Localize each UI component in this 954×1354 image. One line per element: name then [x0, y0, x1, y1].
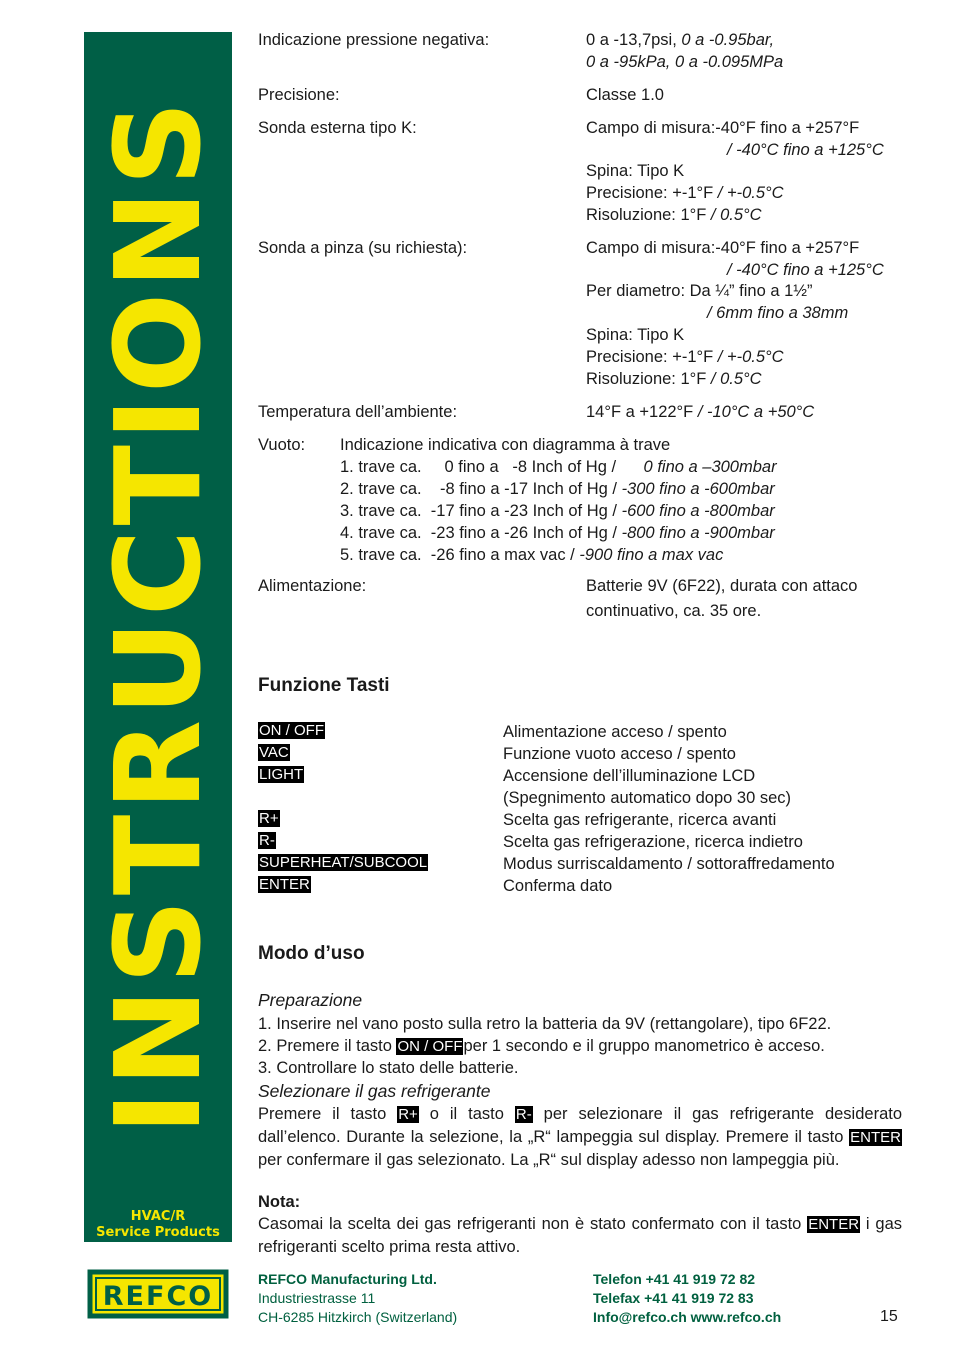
key-description: Funzione vuoto acceso / spento: [503, 745, 736, 763]
clamp-range: Campo di misura:-40°F fino a +257°F: [586, 239, 860, 257]
select-gas-paragraph: Premere il tasto R+ o il tasto R- per selezionare il gas refrigerante desiderato dall’elenco. Durante la selezione, la „R“ lampeggia sul display. Premere il tasto ENTER per confermare il gas selezionato. La „R“ sul display adesso non lampeggia più.: [258, 1105, 903, 1169]
note-label: Nota:: [258, 1193, 301, 1211]
probe-k-precision: Precisione: +-1°F / +-0.5°C: [586, 184, 784, 202]
key-description: Scelta gas refrigerante, ricerca avanti: [503, 811, 777, 829]
logo-text: REFCO: [102, 1281, 214, 1312]
clamp-diameter: Per diametro: Da ¼” fino a 1½”: [586, 282, 813, 300]
footer-contact: [593, 1270, 781, 1327]
power-label: Alimentazione:: [258, 577, 367, 595]
neg-pressure-label: Indicazione pressione negativa:: [258, 31, 490, 49]
prep-step-2: 2. Premere il tasto ON / OFFper 1 secondo e il gruppo manometrico è acceso.: [258, 1037, 825, 1055]
probe-k-range: Campo di misura:-40°F fino a +257°F: [586, 119, 860, 137]
clamp-resolution: Risoluzione: 1°F / 0.5°C: [586, 370, 762, 388]
key-description: Modus surriscaldamento / sottoraffredamento: [503, 855, 835, 873]
footer-company: REFCO Manufacturing Ltd.: [258, 1271, 437, 1287]
footer-address: [258, 1270, 457, 1327]
clamp-diameter-mm: / 6mm fino a 38mm: [707, 304, 849, 322]
key-description: (Spegnimento automatico dopo 30 sec): [503, 789, 792, 807]
vacuum-list: [340, 456, 777, 566]
footer-web[interactable]: Info@refco.ch www.refco.ch: [593, 1309, 782, 1325]
probe-k-plug: Spina: Tipo K: [586, 162, 685, 180]
vacuum-row: 5. trave ca. -26 fino a max vac / -900 fino a max vac: [340, 546, 724, 564]
precision-label: Precisione:: [258, 86, 340, 104]
refco-logo: [84, 1262, 232, 1326]
ambient-value: 14°F a +122°F / -10°C a +50°C: [586, 403, 815, 421]
probe-k-range-c: / -40°C fino a +125°C: [727, 141, 884, 159]
ambient-label: Temperatura dell’ambiente:: [258, 403, 458, 421]
clamp-label: Sonda a pinza (su richiesta):: [258, 239, 468, 257]
r-plus-key-inline: R+: [398, 1106, 418, 1123]
select-gas-title: Selezionare il gas refrigerante: [258, 1081, 491, 1101]
probe-k-resolution: Risoluzione: 1°F / 0.5°C: [586, 206, 762, 224]
usage-heading: Modo d’uso: [258, 943, 365, 964]
key-row: [258, 874, 428, 896]
prep-step-3: 3. Controllare lo stato delle batterie.: [258, 1059, 519, 1077]
key-label: ON / OFF: [259, 722, 324, 739]
neg-pressure-value-2: 0 a -95kPa, 0 a -0.095MPa: [586, 53, 784, 71]
vacuum-intro: Indicazione indicativa con diagramma à trave: [340, 436, 671, 454]
enter-key-inline: ENTER: [850, 1129, 901, 1146]
key-label: LIGHT: [259, 766, 304, 783]
key-row: [258, 720, 428, 742]
key-label: SUPERHEAT/SUBCOOL: [259, 854, 428, 871]
vacuum-row: 4. trave ca. -23 fino a -26 Inch of Hg / -800 fino a -900mbar: [340, 524, 775, 542]
power-line-1: Batterie 9V (6F22), durata con attaco: [586, 577, 858, 595]
probe-k-label: Sonda esterna tipo K:: [258, 119, 417, 137]
key-list: [258, 720, 428, 896]
key-row: [258, 852, 428, 874]
page-number: 15: [880, 1308, 898, 1325]
key-description: Accensione dell’illuminazione LCD: [503, 767, 756, 785]
key-label: VAC: [259, 744, 289, 761]
key-row: [258, 742, 428, 764]
key-description: Conferma dato: [503, 877, 613, 895]
footer-city: CH-6285 Hitzkirch (Switzerland): [258, 1309, 458, 1325]
brand-caption-line1: HVAC/R: [130, 1209, 186, 1224]
vacuum-row: 2. trave ca. -8 fino a -17 Inch of Hg / -300 fino a -600mbar: [340, 480, 775, 498]
brand-caption-line2: Service Products: [96, 1225, 220, 1240]
prep-step-1: 1. Inserire nel vano posto sulla retro la batteria da 9V (rettangolare), tipo 6F22.: [258, 1015, 832, 1033]
key-row: [258, 764, 428, 786]
footer-fax: Telefax +41 41 919 72 83: [593, 1290, 754, 1306]
vacuum-row: 1. trave ca. 0 fino a -8 Inch of Hg / 0 fino a –300mbar: [340, 458, 777, 476]
clamp-range-c: / -40°C fino a +125°C: [727, 261, 884, 279]
r-minus-key-inline: R-: [515, 1106, 532, 1123]
prep-title: Preparazione: [258, 990, 363, 1010]
key-label: R+: [259, 810, 279, 827]
key-row: [258, 830, 428, 852]
on-off-key-inline: ON / OFF: [397, 1038, 463, 1055]
key-description: Scelta gas refrigerazione, ricerca indietro: [503, 833, 803, 851]
key-label: R-: [259, 832, 275, 849]
precision-value: Classe 1.0: [586, 86, 664, 104]
note-paragraph: Casomai la scelta dei gas refrigeranti non è stato confermato con il tasto ENTER i gas refrigeranti scelto prima resta attivo.: [258, 1215, 902, 1256]
key-label: ENTER: [259, 876, 310, 893]
power-line-2: continuativo, ca. 35 ore.: [586, 602, 762, 620]
key-description-list: [503, 721, 835, 897]
enter-key-note: ENTER: [808, 1216, 860, 1233]
keys-heading: Funzione Tasti: [258, 675, 390, 696]
key-row: [258, 786, 428, 808]
key-description: Alimentazione acceso / spento: [503, 723, 727, 741]
key-row: [258, 808, 428, 830]
brand-caption: [84, 1209, 232, 1241]
vacuum-label: Vuoto:: [258, 436, 306, 454]
instructions-title: INSTRUCTIONS: [89, 97, 227, 1135]
footer-phone: Telefon +41 41 919 72 82: [593, 1271, 756, 1287]
clamp-precision: Precisione: +-1°F / +-0.5°C: [586, 348, 784, 366]
neg-pressure-value-1: 0 a -13,7psi, 0 a -0.95bar,: [586, 31, 775, 49]
clamp-plug: Spina: Tipo K: [586, 326, 685, 344]
footer-street: Industriestrasse 11: [258, 1290, 376, 1306]
vacuum-row: 3. trave ca. -17 fino a -23 Inch of Hg / -600 fino a -800mbar: [340, 502, 775, 520]
